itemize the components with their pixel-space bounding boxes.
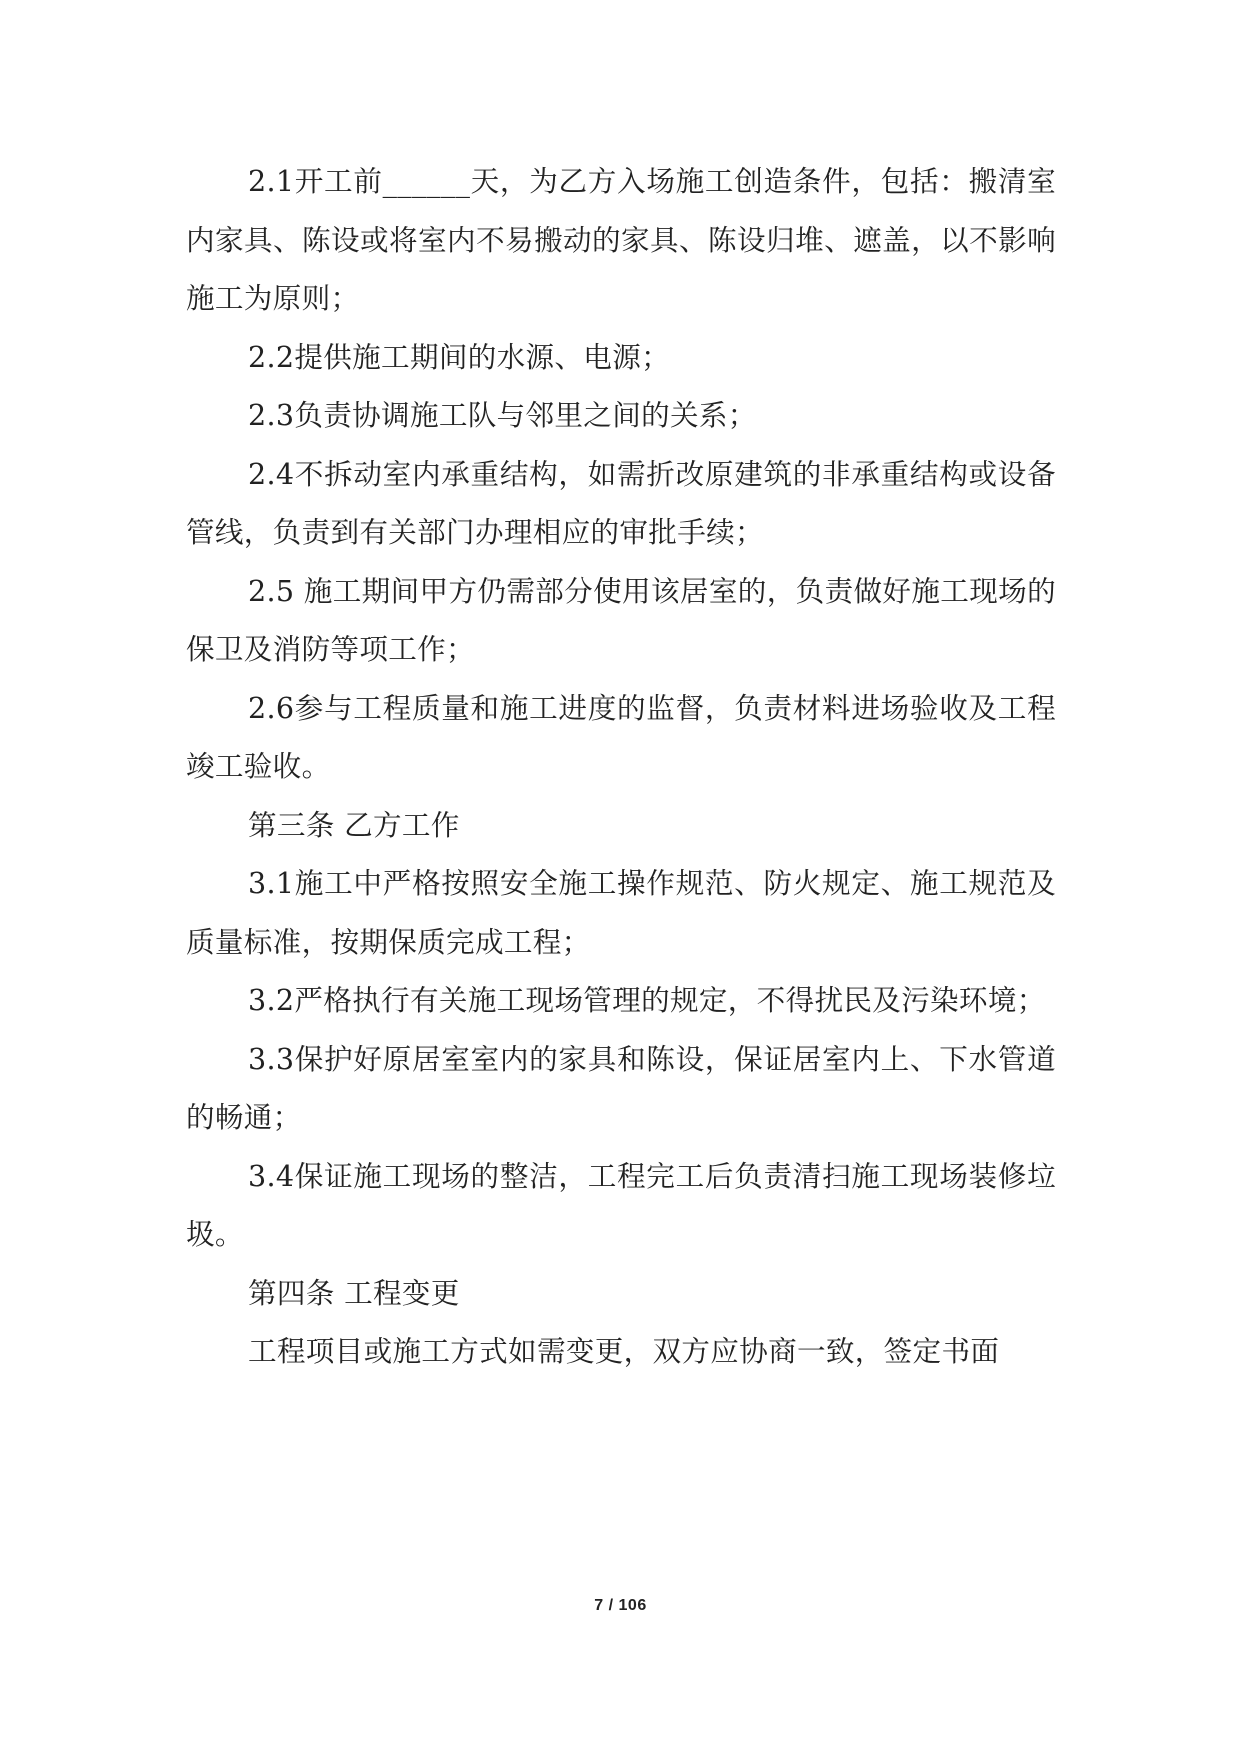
clause-2-4: 2.4不拆动室内承重结构，如需折改原建筑的非承重结构或设备管线，负责到有关部门办理相应的审批手续； <box>186 456 1056 549</box>
clause-3-4: 3.4保证施工现场的整洁，工程完工后负责清扫施工现场装修垃圾。 <box>186 1158 1056 1251</box>
clause-2-5: 2.5 施工期间甲方仍需部分使用该居室的，负责做好施工现场的保卫及消防等项工作； <box>186 573 1056 666</box>
clause-2-3: 2.3负责协调施工队与邻里之间的关系； <box>248 398 757 432</box>
article-3-heading: 第三条 乙方工作 <box>248 807 460 842</box>
article-4-heading: 第四条 工程变更 <box>248 1275 460 1310</box>
clause-3-3: 3.3保护好原居室室内的家具和陈设，保证居室内上、下水管道的畅通； <box>186 1041 1056 1134</box>
page-number: 7 / 106 <box>594 1597 647 1614</box>
clause-3-2: 3.2严格执行有关施工现场管理的规定，不得扰民及污染环境； <box>248 983 1046 1017</box>
clause-2-1: 2.1开工前______天，为乙方入场施工创造条件，包括：搬清室内家具、陈设或将室内不易搬动的家具、陈设归堆、遮盖，以不影响施工为原则； <box>186 164 1056 315</box>
clause-2-2: 2.2提供施工期间的水源、电源； <box>248 339 670 374</box>
clause-3-1: 3.1施工中严格按照安全施工操作规范、防火规定、施工规范及质量标准，按期保质完成工程； <box>186 866 1056 959</box>
article-4-body: 工程项目或施工方式如需变更，双方应协商一致，签定书面 <box>248 1334 1000 1368</box>
clause-2-6: 2.6参与工程质量和施工进度的监督，负责材料进场验收及工程竣工验收。 <box>186 690 1056 783</box>
document-body <box>186 152 1056 1381</box>
